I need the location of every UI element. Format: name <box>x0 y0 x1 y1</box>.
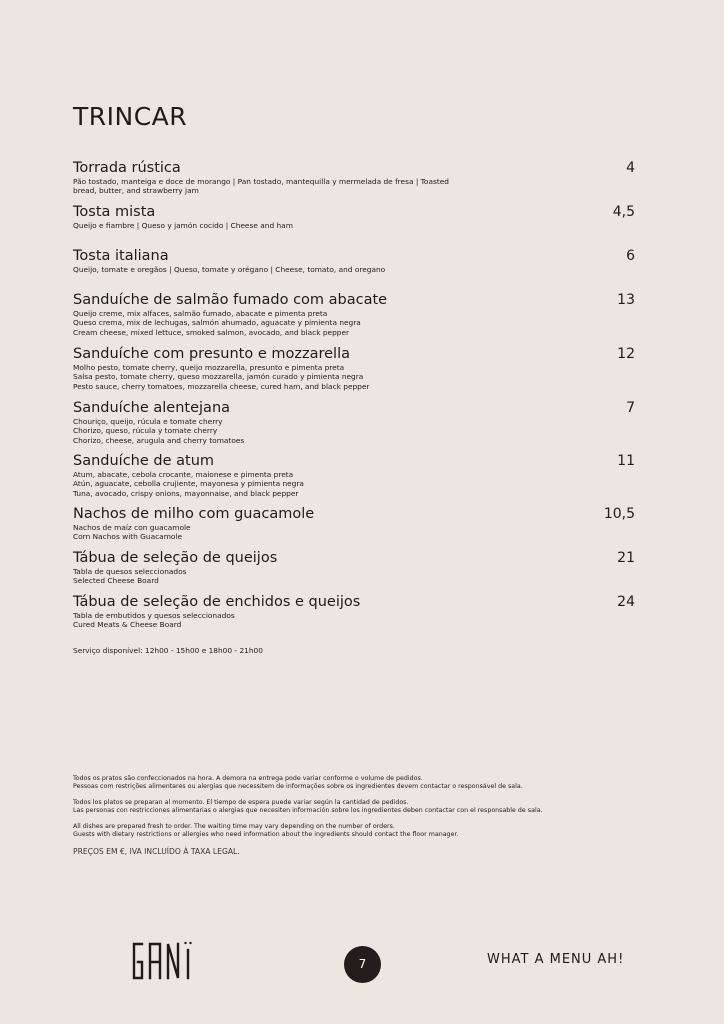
description-line: Queijo creme, mix alfaces, salmão fumado, abacate e pimenta preta <box>73 309 328 318</box>
description-line: Selected Cheese Board <box>73 576 159 586</box>
note-english <box>73 823 593 840</box>
description-line: Chorizo, queso, rúcula y tomate cherry <box>73 426 218 436</box>
item-description <box>73 309 473 337</box>
description-line: Atún, aguacate, cebolla crujiente, mayonesa y pimienta negra <box>73 479 304 489</box>
item-description <box>73 567 473 586</box>
description-line: Queijo, tomate e oregãos | Queso, tomate y orégano | Cheese, tomato, and oregano <box>73 265 386 274</box>
description-line: Tabla de quesos seleccionados <box>73 567 187 576</box>
item-name: Tosta mista <box>73 204 156 220</box>
item-name: Sanduíche de atum <box>73 453 215 469</box>
item-price: 10,5 <box>603 506 635 522</box>
menu-item <box>73 346 635 391</box>
description-line: Salsa pesto, tomate cherry, queso mozzarella, jamón curado y pimienta negra <box>73 372 364 382</box>
item-name: Sanduíche com presunto e mozzarella <box>73 346 350 362</box>
section-title: TRINCAR <box>73 102 188 131</box>
note-line: Guests with dietary restrictions or allergies who need information about the ingredients should contact the floor manager. <box>73 831 459 839</box>
item-name: Sanduíche alentejana <box>73 400 231 416</box>
item-name: Nachos de milho com guacamole <box>73 506 315 522</box>
item-description <box>73 417 473 445</box>
note-portuguese <box>73 775 593 792</box>
description-line: Molho pesto, tomate cherry, queijo mozzarella, presunto e pimenta preta <box>73 363 345 372</box>
note-line: Pessoas com restrições alimentares ou alergias que necessitem de informações sobre os ingredientes devem contactar o responsável de sala. <box>73 783 523 791</box>
description-line: Chorizo, cheese, arugula and cherry tomatoes <box>73 435 245 445</box>
item-description <box>73 265 473 274</box>
description-line: Queso crema, mix de lechugas, salmón ahumado, aguacate y pimienta negra <box>73 318 361 328</box>
description-line: Pesto sauce, cherry tomatoes, mozzarella cheese, cured ham, and black pepper <box>73 381 370 391</box>
description-line: Cream cheese, mixed lettuce, smoked salmon, avocado, and black pepper <box>73 327 350 337</box>
item-description <box>73 221 473 230</box>
menu-item <box>73 453 635 498</box>
note-spanish <box>73 799 593 816</box>
item-price: 6 <box>626 248 635 264</box>
service-hours: Serviço disponível: 12h00 - 15h00 e 18h00 - 21h00 <box>73 646 263 655</box>
item-price: 12 <box>617 346 635 362</box>
menu-item <box>73 506 635 542</box>
description-line: Atum, abacate, cebola crocante, maionese e pimenta preta <box>73 470 294 479</box>
menu-item <box>73 248 635 274</box>
item-price: 7 <box>626 400 635 416</box>
gani-logo <box>130 938 194 982</box>
note-line: Todos los platos se preparan al momento. El tiempo de espera puede variar según la cantidad de pedidos. <box>73 798 409 806</box>
menu-item <box>73 292 635 337</box>
description-line: bread, butter, and strawberry jam <box>73 186 199 196</box>
item-price: 4 <box>626 160 635 176</box>
item-description <box>73 470 473 498</box>
item-description <box>73 611 473 630</box>
item-description <box>73 177 473 196</box>
description-line: Corn Nachos with Guacamole <box>73 532 183 542</box>
menu-item <box>73 400 635 445</box>
item-price: 4,5 <box>612 204 635 220</box>
description-line: Chouriço, queijo, rúcula e tomate cherry <box>73 417 223 426</box>
prices-note: PREÇOS EM €, IVA INCLUÍDO À TAXA LEGAL. <box>73 847 240 856</box>
menu-item <box>73 160 635 196</box>
description-line: Pão tostado, manteiga e doce de morango | Pan tostado, mantequilla y mermelada de fresa | Toasted <box>73 177 449 186</box>
description-line: Tuna, avocado, crispy onions, mayonnaise, and black pepper <box>73 488 299 498</box>
page-number-badge: 7 <box>344 946 381 983</box>
note-line: Todos os pratos são confeccionados na hora. A demora na entrega pode variar conforme o volume de pedidos. <box>73 775 423 782</box>
tagline: WHAT A MENU AH! <box>487 952 625 967</box>
item-name: Torrada rústica <box>73 160 181 176</box>
item-price: 11 <box>617 453 635 469</box>
description-line: Nachos de maíz con guacamole <box>73 523 191 532</box>
item-name: Tosta italiana <box>73 248 169 264</box>
item-name: Tábua de seleção de queijos <box>73 550 278 566</box>
description-line: Tabla de embutidos y quesos seleccionados <box>73 611 235 620</box>
menu-item <box>73 594 635 630</box>
item-price: 21 <box>617 550 635 566</box>
item-description <box>73 523 473 542</box>
description-line: Queijo e fiambre | Queso y jamón cocido | Cheese and ham <box>73 221 293 230</box>
item-name: Tábua de seleção de enchidos e queijos <box>73 594 361 610</box>
item-price: 24 <box>617 594 635 610</box>
note-line: All dishes are prepared fresh to order. The waiting time may vary depending on the number of orders. <box>73 822 395 830</box>
menu-item <box>73 550 635 586</box>
menu-item <box>73 204 635 230</box>
note-line: Las personas con restricciones alimentarias o alergias que necesiten información sobre los ingredientes deben contactar con el responsable de sala. <box>73 807 543 815</box>
item-description <box>73 363 473 391</box>
notes-block <box>73 775 593 846</box>
item-name: Sanduíche de salmão fumado com abacate <box>73 292 388 308</box>
description-line: Cured Meats & Cheese Board <box>73 620 182 630</box>
item-price: 13 <box>617 292 635 308</box>
